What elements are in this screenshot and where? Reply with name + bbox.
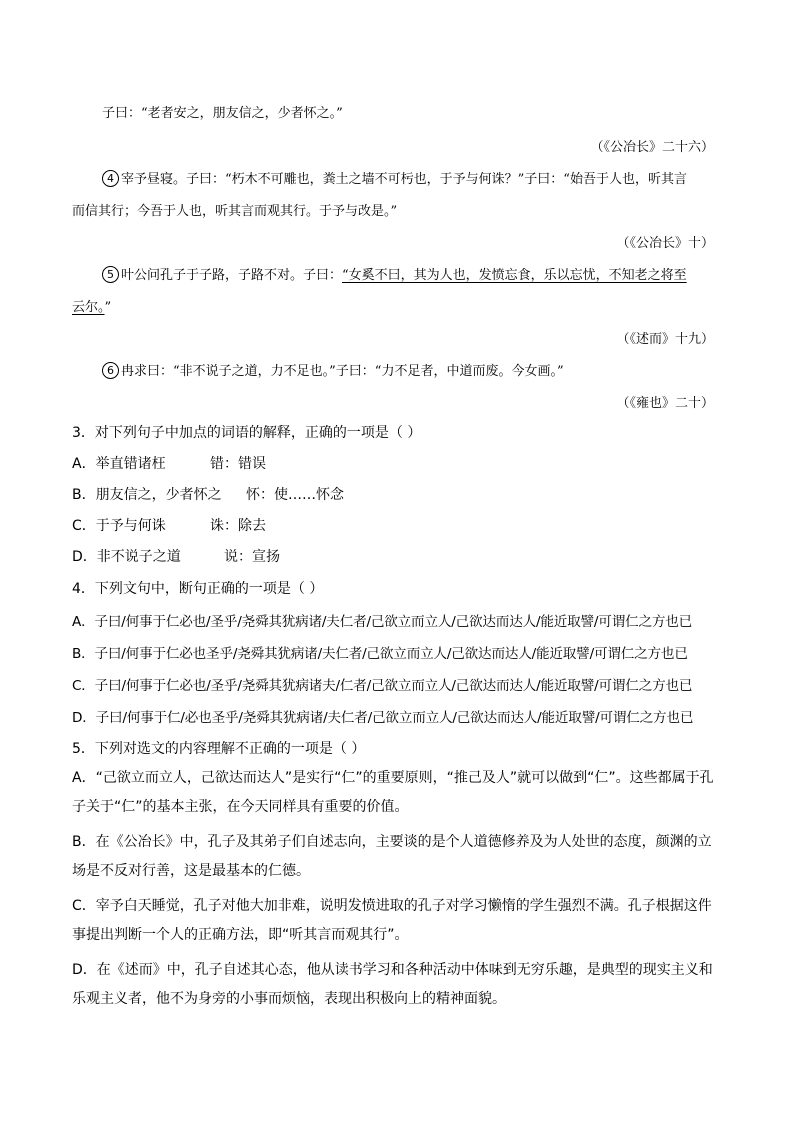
question-3-option-d[interactable] bbox=[72, 546, 280, 566]
option-answer: 说：宣扬 bbox=[224, 549, 280, 565]
passage-line: 子曰：“老者安之，朋友信之，少者怀之。” bbox=[102, 106, 343, 121]
passage-line bbox=[102, 264, 687, 283]
question-4-option-b[interactable]: B．子曰/何事于仁必也圣乎/尧舜其犹病诸/夫仁者/己欲立而立人/己欲达而达人/能近取譬/可谓仁之方也已 bbox=[72, 646, 688, 662]
passage-text: 叶公问孔子于子路，子路不对。子曰： bbox=[121, 268, 343, 283]
question-3-stem: 3．对下列句子中加点的词语的解释，正确的一项是（ ） bbox=[72, 425, 422, 441]
source-citation: （《述而》十九） bbox=[616, 332, 714, 347]
underlined-text: “女奚不曰，其为人也，发愤忘食，乐以忘忧，不知老之将至 bbox=[342, 268, 687, 283]
underlined-text: 云尔。 bbox=[72, 300, 105, 315]
option-answer: 错：错误 bbox=[210, 456, 266, 472]
question-5-stem: 5．下列对选文的内容理解不正确的一项是（ ） bbox=[72, 741, 366, 757]
question-4-option-a[interactable]: A．子曰/何事于仁必也/圣乎/尧舜其犹病诸/夫仁者/己欲立而立人/己欲达而达人/能近取譬/可谓仁之方也已 bbox=[72, 614, 693, 630]
passage-text: 宰予昼寝。子曰：“朽木不可雕也，粪土之墙不可杇也，于予与何诛？”子曰：“始吾于人也，听其言 bbox=[121, 172, 687, 187]
question-4-option-d[interactable]: D．子曰/何事于仁/必也圣乎/尧舜其犹病诸/夫仁者/己欲立而立人/己欲达而达人/能近取譬/可谓仁之方也已 bbox=[72, 710, 694, 726]
passage-text: 冉求曰：“非不说子之道，力不足也。”子曰：“力不足者，中道而废。今女画。” bbox=[121, 364, 564, 379]
option-label: D．非不说子之道 bbox=[72, 549, 181, 565]
option-label: C．于予与何诛 bbox=[72, 518, 166, 534]
passage-line bbox=[102, 168, 687, 187]
option-answer: 怀：使……怀念 bbox=[246, 487, 344, 503]
question-3-option-a[interactable] bbox=[72, 453, 266, 473]
passage-line bbox=[102, 360, 564, 379]
question-5-option-d[interactable]: D．在《述而》中，孔子自述其心态，他从读书学习和各种活动中体味到无穷乐趣，是典型的现实主义和乐观主义者，他不为身旁的小事而烦恼，表现出积极向上的精神面貌。 bbox=[72, 962, 713, 1007]
question-4-option-c[interactable]: C．子曰/何事于仁必也/圣乎/尧舜其犹病诸夫/仁者/己欲立而立人/己欲达而达人/能近取譬/可谓仁之方也已 bbox=[72, 678, 693, 694]
source-citation: （《公冶长》十） bbox=[616, 236, 714, 251]
question-4-stem: 4．下列文句中，断句正确的一项是（ ） bbox=[72, 581, 324, 597]
option-answer: 诛：除去 bbox=[210, 518, 266, 534]
source-citation: （《雍也》二十） bbox=[616, 396, 714, 411]
question-5-option-c[interactable]: C．宰予白天睡觉，孔子对他大加非难，说明发愤进取的孔子对学习懒惰的学生强烈不满。孔子根据这件事提出判断一个人的正确方法，即“听其言而观其行”。 bbox=[72, 898, 712, 943]
passage-line bbox=[72, 296, 111, 315]
passage-text: ” bbox=[104, 300, 112, 315]
question-5-option-a[interactable]: A．“己欲立而立人，己欲达而达人”是实行“仁”的重要原则，“推己及人”就可以做到“仁”。这些都属于孔子关于“仁”的基本主张，在今天同样具有重要的价值。 bbox=[72, 770, 714, 815]
source-citation: （《公冶长》二十六） bbox=[590, 140, 714, 155]
circled-number: 5 bbox=[102, 266, 119, 283]
circled-number: 6 bbox=[102, 362, 119, 379]
passage-line: 而信其行；今吾于人也，听其言而观其行。于予与改是。” bbox=[72, 204, 398, 219]
option-label: A．举直错诸枉 bbox=[72, 456, 166, 472]
question-5-option-b[interactable]: B．在《公冶长》中，孔子及其弟子们自述志向，主要谈的是个人道德修养及为人处世的态度，颜渊的立场是不反对行善，这是最基本的仁德。 bbox=[72, 834, 712, 879]
circled-number: 4 bbox=[102, 170, 119, 187]
option-label: B．朋友信之，少者怀之 bbox=[72, 487, 222, 503]
question-3-option-c[interactable] bbox=[72, 515, 266, 535]
question-3-option-b[interactable] bbox=[72, 484, 344, 504]
